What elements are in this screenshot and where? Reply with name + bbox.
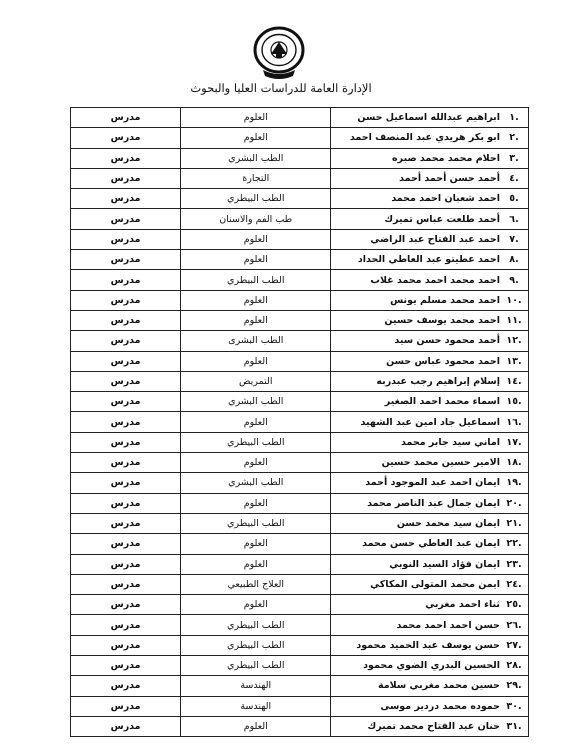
- table-row: [71, 696, 529, 716]
- faculty-cell: الطب البيطري: [181, 635, 331, 655]
- staff-name: ايمن محمد المتولى المكاكي: [370, 578, 500, 590]
- staff-name: احمد عبد الفتاح عبد الراضي: [370, 233, 500, 245]
- rank-cell: مدرس: [71, 229, 181, 249]
- staff-name: حسن احمد احمد محمد: [396, 619, 500, 631]
- table-row: [71, 432, 529, 452]
- staff-name: اماني سيد جابر محمد: [401, 436, 500, 448]
- faculty-cell: طب الفم والاسنان: [181, 209, 331, 229]
- faculty-cell: الطب البيطري: [181, 189, 331, 209]
- row-number: .٢٢: [506, 538, 522, 550]
- staff-name: حسن يوسف عبد الحميد محمود: [356, 639, 500, 651]
- table-row: [71, 493, 529, 513]
- staff-name-cell: [331, 108, 529, 128]
- faculty-cell: العلوم: [181, 412, 331, 432]
- row-number: .٢١: [506, 518, 522, 530]
- staff-name: الحسين البدري الضوي محمود: [363, 660, 500, 672]
- row-number: .٢٣: [506, 558, 522, 570]
- staff-table: [70, 107, 529, 737]
- row-number: .٢٧: [506, 639, 522, 651]
- rank-cell: مدرس: [71, 473, 181, 493]
- faculty-cell: الطب البشري: [181, 148, 331, 168]
- staff-name-cell: [331, 148, 529, 168]
- rank-cell: مدرس: [71, 615, 181, 635]
- faculty-cell: الهندسة: [181, 696, 331, 716]
- rank-cell: مدرس: [71, 676, 181, 696]
- table-row: [71, 128, 529, 148]
- staff-name: ابو بكر هريدي عبد المنصف احمد: [349, 132, 500, 144]
- staff-name: احمد محمد احمد محمد غلاب: [370, 274, 500, 286]
- table-row: [71, 189, 529, 209]
- rank-cell: مدرس: [71, 290, 181, 310]
- faculty-cell: العلوم: [181, 716, 331, 736]
- faculty-cell: العلوم: [181, 108, 331, 128]
- faculty-cell: العلوم: [181, 229, 331, 249]
- staff-name-cell: [331, 574, 529, 594]
- rank-cell: مدرس: [71, 453, 181, 473]
- row-number: .٢٨: [506, 660, 522, 672]
- row-number: .٦: [509, 213, 519, 225]
- table-row: [71, 412, 529, 432]
- row-number: .٣١: [506, 721, 522, 733]
- table-row: [71, 392, 529, 412]
- faculty-cell: العلوم: [181, 453, 331, 473]
- university-seal-icon: [249, 24, 309, 80]
- rank-cell: مدرس: [71, 371, 181, 391]
- rank-cell: مدرس: [71, 574, 181, 594]
- staff-name-cell: [331, 656, 529, 676]
- faculty-cell: الطب البشري: [181, 392, 331, 412]
- staff-name: ايمان سيد محمد حسن: [396, 518, 500, 530]
- staff-name: احمد محمود عباس حسن: [386, 355, 500, 367]
- faculty-cell: العلوم: [181, 493, 331, 513]
- row-number: .٢٤: [506, 578, 522, 590]
- faculty-cell: الطب البشري: [181, 473, 331, 493]
- table-row: [71, 250, 529, 270]
- row-number: .٩: [509, 274, 519, 286]
- faculty-cell: الطب البيطري: [181, 270, 331, 290]
- row-number: .١٠: [506, 294, 522, 306]
- staff-name-cell: [331, 209, 529, 229]
- faculty-cell: العلوم: [181, 250, 331, 270]
- table-row: [71, 168, 529, 188]
- table-row: [71, 453, 529, 473]
- table-row: [71, 148, 529, 168]
- faculty-cell: التمريض: [181, 371, 331, 391]
- table-row: [71, 676, 529, 696]
- row-number: .١١: [506, 315, 522, 327]
- staff-name-cell: [331, 615, 529, 635]
- staff-name: ابراهيم عبدالله اسماعيل حسن: [357, 112, 500, 124]
- staff-name: ايمان جمال عبد الناصر محمد: [367, 497, 500, 509]
- table-row: [71, 595, 529, 615]
- rank-cell: مدرس: [71, 716, 181, 736]
- row-number: .٣: [509, 152, 519, 164]
- staff-name-cell: [331, 493, 529, 513]
- rank-cell: مدرس: [71, 270, 181, 290]
- staff-name: أحمد محمود حسن سيد: [394, 335, 500, 347]
- staff-name-cell: [331, 554, 529, 574]
- rank-cell: مدرس: [71, 493, 181, 513]
- row-number: .١٨: [506, 457, 522, 469]
- staff-name-cell: [331, 270, 529, 290]
- staff-name-cell: [331, 371, 529, 391]
- rank-cell: مدرس: [71, 310, 181, 330]
- row-number: .٢٦: [506, 619, 522, 631]
- staff-name-cell: [331, 392, 529, 412]
- rank-cell: مدرس: [71, 412, 181, 432]
- table-row: [71, 371, 529, 391]
- staff-name: احمد شعبان احمد محمد: [391, 193, 500, 205]
- staff-name: احمد محمد مسلم يونس: [390, 294, 500, 306]
- table-row: [71, 290, 529, 310]
- staff-name-cell: [331, 716, 529, 736]
- rank-cell: مدرس: [71, 656, 181, 676]
- table-row: [71, 716, 529, 736]
- staff-name: احمد محمد يوسف حسين: [384, 315, 500, 327]
- faculty-cell: العلوم: [181, 534, 331, 554]
- table-row: [71, 351, 529, 371]
- row-number: .١: [509, 112, 519, 124]
- staff-name: أحمد حسن أحمد أحمد: [399, 173, 500, 185]
- staff-name-cell: [331, 189, 529, 209]
- rank-cell: مدرس: [71, 209, 181, 229]
- staff-name-cell: [331, 513, 529, 533]
- staff-name: احلام محمد محمد صبره: [392, 152, 500, 164]
- row-number: .٨: [509, 254, 519, 266]
- staff-name-cell: [331, 351, 529, 371]
- table-row: [71, 209, 529, 229]
- rank-cell: مدرس: [71, 635, 181, 655]
- staff-name-cell: [331, 128, 529, 148]
- staff-name-cell: [331, 250, 529, 270]
- staff-name-cell: [331, 534, 529, 554]
- row-number: .١٢: [506, 335, 522, 347]
- row-number: .١٩: [506, 477, 522, 489]
- faculty-cell: العلوم: [181, 351, 331, 371]
- row-number: .١٧: [506, 436, 522, 448]
- staff-name: الامير حسين محمد حسين: [381, 457, 500, 469]
- staff-name-cell: [331, 595, 529, 615]
- table-row: [71, 513, 529, 533]
- department-title: الإدارة العامة للدراسات العليا والبحوث: [190, 81, 372, 95]
- row-number: .٢: [509, 132, 519, 144]
- table-row: [71, 574, 529, 594]
- rank-cell: مدرس: [71, 595, 181, 615]
- faculty-cell: العلوم: [181, 554, 331, 574]
- row-number: .١٥: [506, 396, 522, 408]
- staff-name: اسماء محمد احمد الصغير: [384, 396, 500, 408]
- table-row: [71, 554, 529, 574]
- rank-cell: مدرس: [71, 696, 181, 716]
- staff-name: أحمد طلعت عباس تميرك: [384, 213, 500, 225]
- staff-name: ايمان عبد العاطي حسن محمد: [362, 538, 500, 550]
- table-row: [71, 229, 529, 249]
- staff-name: ايمان فؤاد السيد النوبي: [389, 558, 500, 570]
- staff-name: حنان عبد الفتاح محمد تميرك: [367, 721, 500, 733]
- staff-name-cell: [331, 168, 529, 188]
- faculty-cell: الطب البيطري: [181, 615, 331, 635]
- rank-cell: مدرس: [71, 128, 181, 148]
- table-row: [71, 635, 529, 655]
- row-number: .٢٩: [506, 680, 522, 692]
- staff-name-cell: [331, 412, 529, 432]
- row-number: .٢٥: [506, 599, 522, 611]
- faculty-cell: العلوم: [181, 290, 331, 310]
- rank-cell: مدرس: [71, 513, 181, 533]
- staff-name-cell: [331, 676, 529, 696]
- staff-name: حموده محمد دردير موسى: [380, 700, 500, 712]
- faculty-cell: التجارة: [181, 168, 331, 188]
- table-row: [71, 331, 529, 351]
- faculty-cell: الهندسة: [181, 676, 331, 696]
- staff-name-cell: [331, 453, 529, 473]
- faculty-cell: العلوم: [181, 310, 331, 330]
- staff-name-cell: [331, 696, 529, 716]
- staff-name-cell: [331, 331, 529, 351]
- rank-cell: مدرس: [71, 189, 181, 209]
- university-logo: [249, 24, 309, 80]
- staff-name-cell: [331, 635, 529, 655]
- staff-name: احمد عطيتو عبد العاطي الحداد: [357, 254, 500, 266]
- rank-cell: مدرس: [71, 351, 181, 371]
- row-number: .١٣: [506, 355, 522, 367]
- rank-cell: مدرس: [71, 331, 181, 351]
- rank-cell: مدرس: [71, 148, 181, 168]
- staff-name-cell: [331, 229, 529, 249]
- row-number: .٤: [509, 173, 519, 185]
- staff-name: ثناء احمد مغربي: [425, 599, 500, 611]
- faculty-cell: الطب البيطري: [181, 656, 331, 676]
- table-row: [71, 534, 529, 554]
- faculty-cell: العلوم: [181, 595, 331, 615]
- row-number: .٥: [509, 193, 519, 205]
- row-number: .٢٠: [506, 497, 522, 509]
- table-row: [71, 310, 529, 330]
- table-row: [71, 615, 529, 635]
- faculty-cell: العلاج الطبيعي: [181, 574, 331, 594]
- table-row: [71, 270, 529, 290]
- faculty-cell: العلوم: [181, 128, 331, 148]
- staff-name-cell: [331, 473, 529, 493]
- rank-cell: مدرس: [71, 554, 181, 574]
- staff-name-cell: [331, 432, 529, 452]
- rank-cell: مدرس: [71, 168, 181, 188]
- table-row: [71, 108, 529, 128]
- staff-name: حسين محمد مغربي سلامة: [378, 680, 500, 692]
- staff-name: ايمان احمد عبد الموجود أحمد: [365, 477, 500, 489]
- rank-cell: مدرس: [71, 432, 181, 452]
- row-number: .٣٠: [506, 700, 522, 712]
- table-row: [71, 656, 529, 676]
- table-row: [71, 473, 529, 493]
- faculty-cell: الطب البشرى: [181, 331, 331, 351]
- rank-cell: مدرس: [71, 250, 181, 270]
- faculty-cell: الطب البيطري: [181, 432, 331, 452]
- staff-name-cell: [331, 310, 529, 330]
- rank-cell: مدرس: [71, 392, 181, 412]
- row-number: .٧: [509, 233, 519, 245]
- row-number: .١٤: [506, 376, 522, 387]
- rank-cell: مدرس: [71, 534, 181, 554]
- staff-name: إسلام إبراهيم رجب عبدربه: [376, 376, 500, 387]
- staff-name: اسماعيل جاد امين عبد الشهيد: [360, 416, 500, 428]
- faculty-cell: الطب البيطري: [181, 513, 331, 533]
- rank-cell: مدرس: [71, 108, 181, 128]
- staff-name-cell: [331, 290, 529, 310]
- row-number: .١٦: [506, 416, 522, 428]
